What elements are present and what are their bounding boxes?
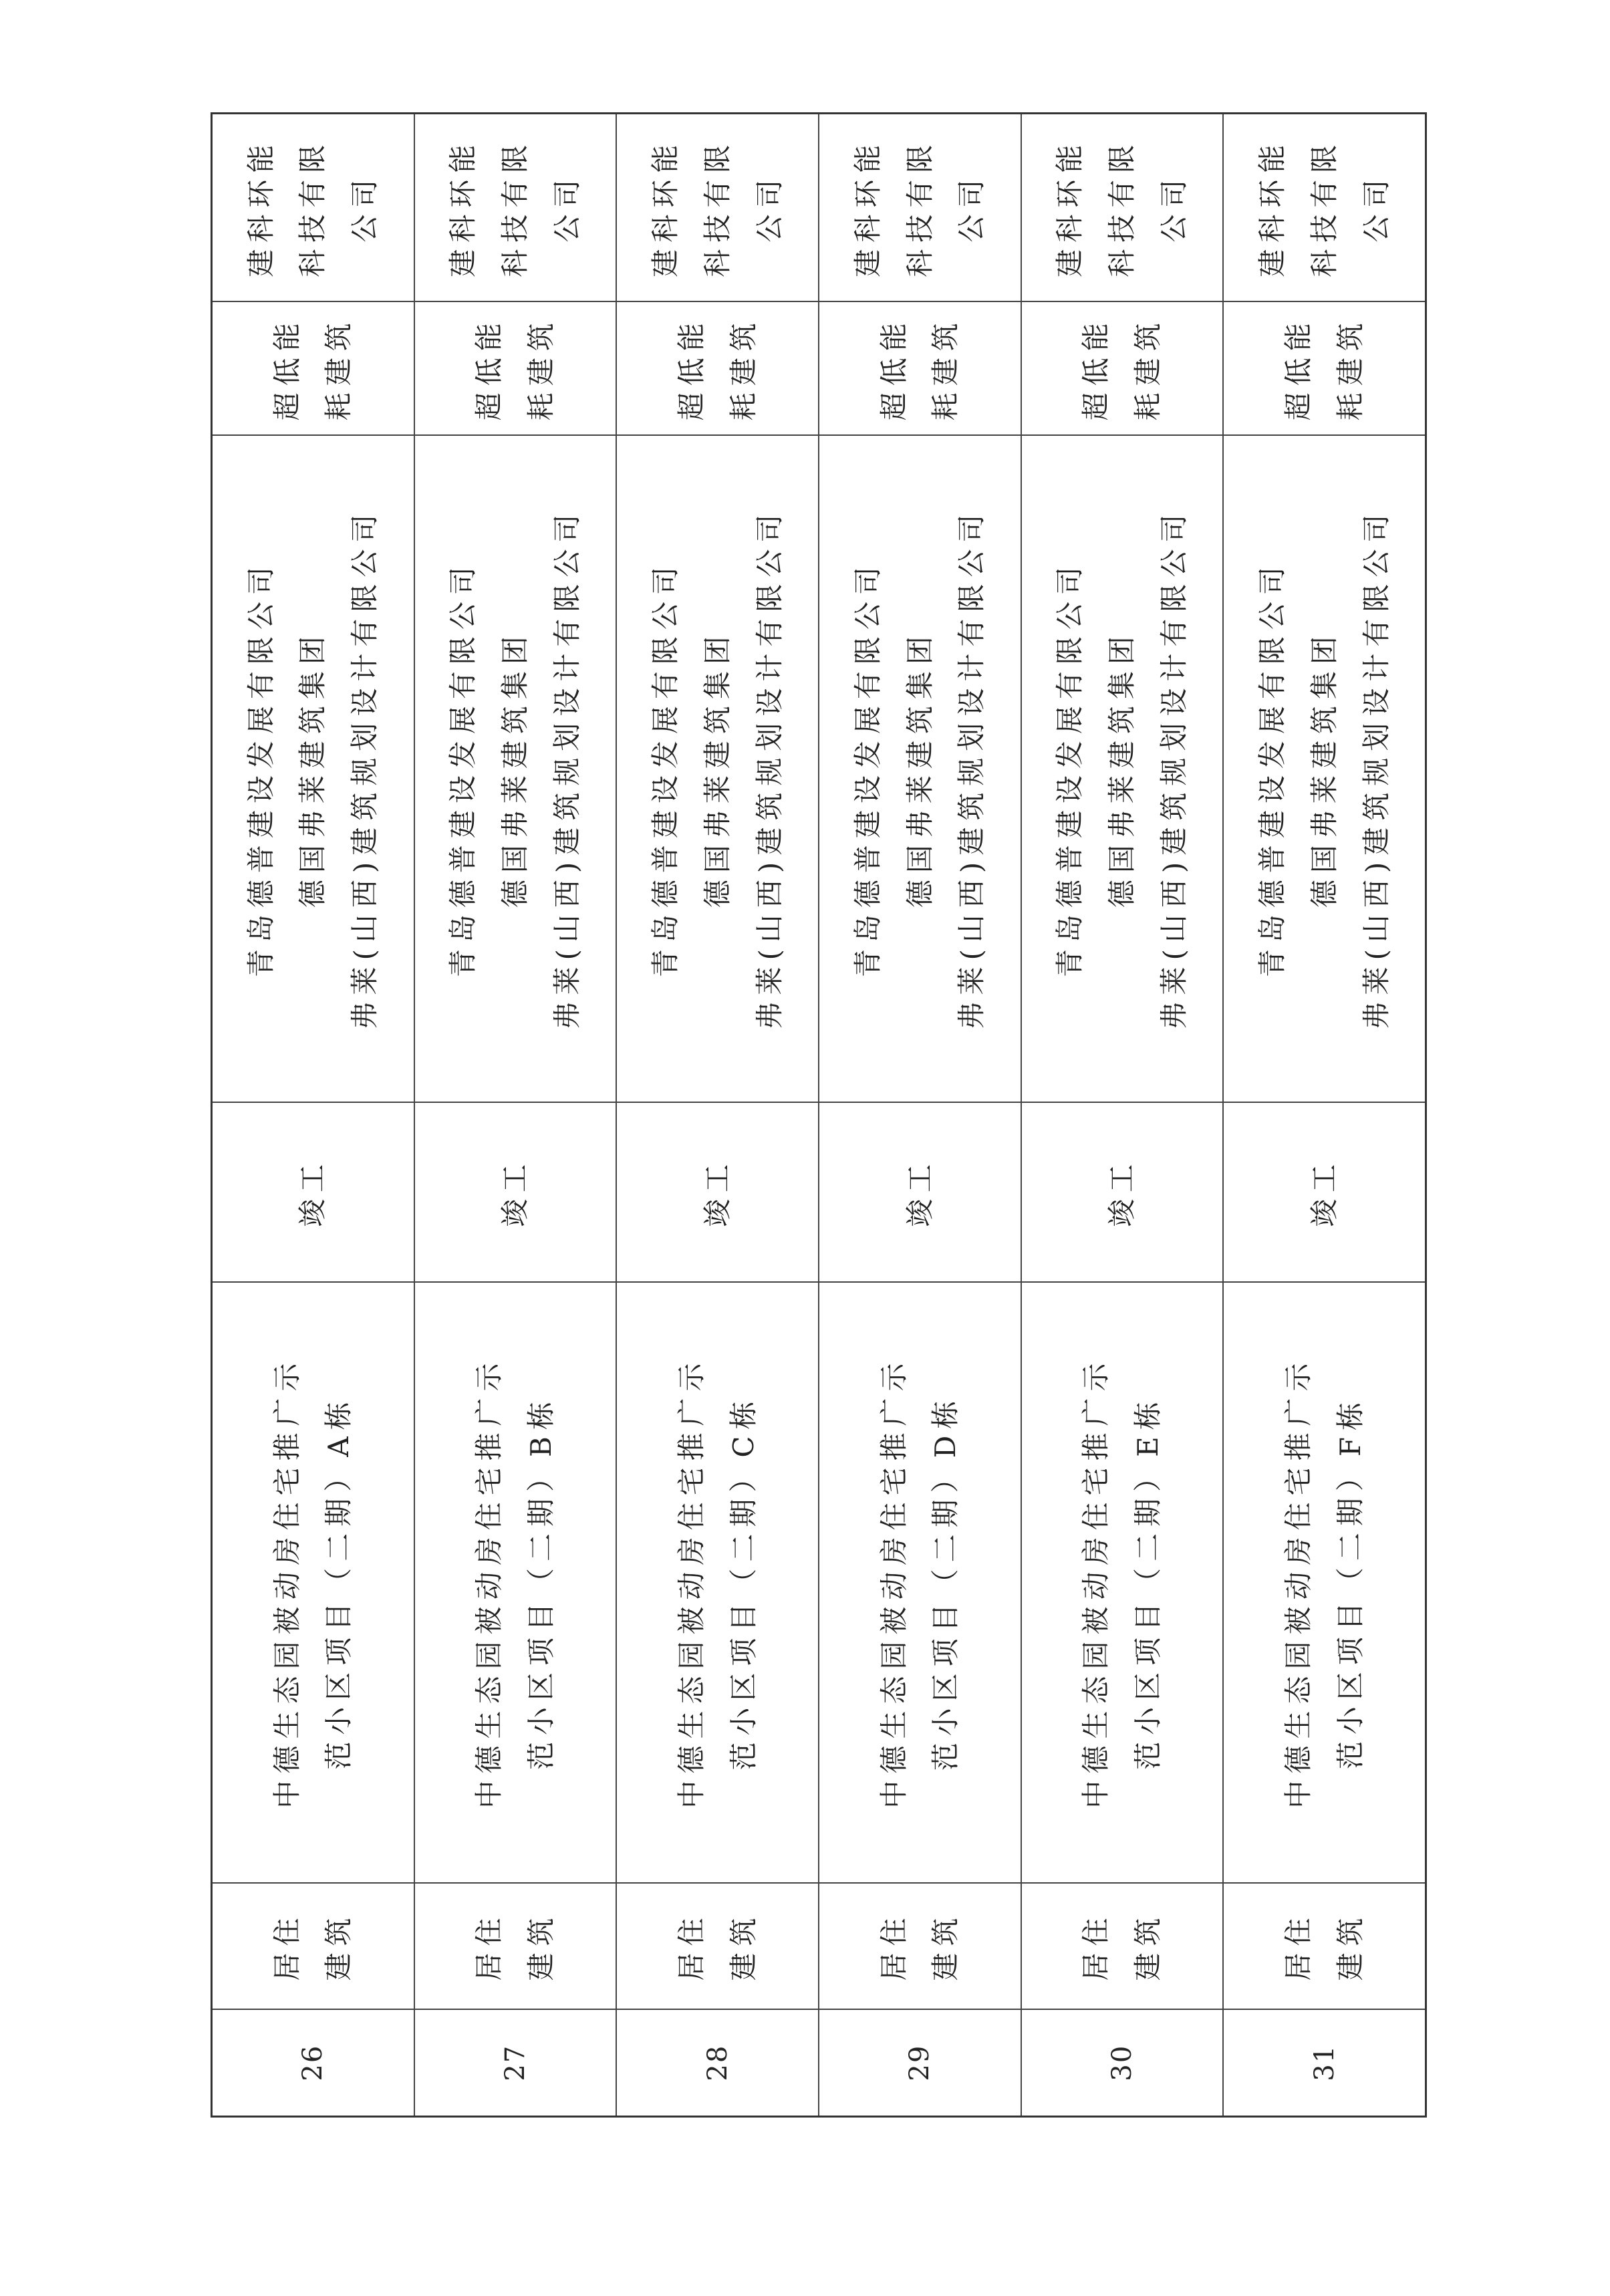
- category-line: 耗建筑: [1131, 316, 1165, 421]
- unit-line: 德国弗莱建筑集团: [1105, 630, 1139, 908]
- participating-units-cell: [1022, 434, 1223, 1102]
- category-line: 耗建筑: [1333, 316, 1367, 421]
- category-line: 超低能: [270, 316, 303, 421]
- unit-line: 德国弗莱建筑集团: [499, 630, 532, 908]
- unit-line: 德国弗莱建筑集团: [700, 630, 734, 908]
- project-name-line: 中德生态园被动房住宅推广示: [1282, 1356, 1315, 1809]
- category-line: 超低能: [1282, 316, 1315, 421]
- category-line: 耗建筑: [929, 316, 962, 421]
- building-type-line: 居住: [1079, 1911, 1113, 1981]
- project-table: [211, 112, 1427, 2118]
- table-row: [1022, 114, 1224, 2116]
- table-row: [617, 114, 819, 2116]
- building-type-cell: [1224, 1882, 1425, 2009]
- category-line: 超低能: [877, 316, 910, 421]
- unit-line: 青岛德普建设发展有限公司: [244, 560, 277, 978]
- building-type-line: 建筑: [525, 1911, 557, 1981]
- category-line: 超低能: [1079, 316, 1113, 421]
- building-type-line: 居住: [674, 1911, 708, 1981]
- building-type-line: 建筑: [929, 1911, 962, 1981]
- building-type-line: 建筑: [726, 1911, 760, 1981]
- evaluation-org-cell: 建科环能科技有限公司: [1256, 138, 1393, 277]
- category-line: 超低能: [674, 316, 708, 421]
- building-type-cell: [415, 1882, 616, 2009]
- category-cell: [1224, 301, 1425, 434]
- unit-line: 德国弗莱建筑集团: [1307, 630, 1341, 908]
- category-line: 超低能: [473, 316, 506, 421]
- unit-line: 弗莱(山西)建筑规划设计有限公司: [348, 507, 382, 1030]
- stage-cell: 竣工: [819, 1102, 1021, 1282]
- building-type-line: 居住: [473, 1911, 506, 1981]
- project-name-line: 中德生态园被动房住宅推广示: [674, 1356, 708, 1809]
- project-name-line: 范小区项目（二期）D栋: [929, 1394, 962, 1771]
- participating-units-cell: [617, 434, 818, 1102]
- stage-cell: 竣工: [1022, 1102, 1223, 1282]
- unit-line: 弗莱(山西)建筑规划设计有限公司: [753, 507, 786, 1030]
- category-cell: [213, 301, 414, 434]
- building-type-line: 居住: [270, 1911, 303, 1981]
- evaluation-org-cell: 建科环能科技有限公司: [244, 138, 382, 277]
- participating-units-cell: [819, 434, 1021, 1102]
- table-row: [415, 114, 618, 2116]
- project-name-line: 中德生态园被动房住宅推广示: [473, 1356, 506, 1809]
- stage-cell: 竣工: [1224, 1102, 1425, 1282]
- project-name-line: 范小区项目（二期）F栋: [1333, 1395, 1367, 1770]
- building-type-line: 建筑: [1131, 1911, 1165, 1981]
- row-number: 30: [1022, 2009, 1223, 2116]
- building-type-cell: [1022, 1882, 1223, 2009]
- evaluation-org-cell: 建科环能科技有限公司: [649, 138, 786, 277]
- stage-cell: 竣工: [415, 1102, 616, 1282]
- row-number: 27: [415, 2009, 616, 2116]
- project-name-cell: [415, 1282, 616, 1882]
- stage-cell: 竣工: [213, 1102, 414, 1282]
- building-type-cell: [617, 1882, 818, 2009]
- unit-line: 青岛德普建设发展有限公司: [649, 560, 682, 978]
- project-name-line: 中德生态园被动房住宅推广示: [877, 1356, 910, 1809]
- building-type-cell: [819, 1882, 1021, 2009]
- project-name-cell: [213, 1282, 414, 1882]
- unit-line: 德国弗莱建筑集团: [296, 630, 329, 908]
- project-name-cell: [1224, 1282, 1425, 1882]
- project-name-line: 中德生态园被动房住宅推广示: [1079, 1356, 1113, 1809]
- project-name-line: 范小区项目（二期）E栋: [1131, 1395, 1165, 1770]
- stage-cell: 竣工: [617, 1102, 818, 1282]
- row-number: 29: [819, 2009, 1021, 2116]
- building-type-line: 建筑: [1333, 1911, 1367, 1981]
- unit-line: 德国弗莱建筑集团: [903, 630, 936, 908]
- category-line: 耗建筑: [726, 316, 760, 421]
- unit-line: 青岛德普建设发展有限公司: [851, 560, 884, 978]
- unit-line: 弗莱(山西)建筑规划设计有限公司: [550, 507, 583, 1030]
- participating-units-cell: [1224, 434, 1425, 1102]
- unit-line: 弗莱(山西)建筑规划设计有限公司: [955, 507, 988, 1030]
- project-name-line: 中德生态园被动房住宅推广示: [270, 1356, 303, 1809]
- category-line: 耗建筑: [322, 316, 356, 421]
- project-name-line: 范小区项目（二期）C栋: [726, 1394, 760, 1771]
- participating-units-cell: [415, 434, 616, 1102]
- row-number: 26: [213, 2009, 414, 2116]
- project-name-cell: [819, 1282, 1021, 1882]
- project-name-line: 范小区项目（二期）B栋: [525, 1395, 557, 1770]
- category-cell: [415, 301, 616, 434]
- row-number: 31: [1224, 2009, 1425, 2116]
- table-row: [819, 114, 1022, 2116]
- unit-line: 弗莱(山西)建筑规划设计有限公司: [1157, 507, 1190, 1030]
- row-number: 28: [617, 2009, 818, 2116]
- unit-line: 青岛德普建设发展有限公司: [1256, 560, 1289, 978]
- participating-units-cell: [213, 434, 414, 1102]
- building-type-line: 居住: [877, 1911, 910, 1981]
- building-type-line: 建筑: [322, 1911, 356, 1981]
- category-cell: [819, 301, 1021, 434]
- category-cell: [1022, 301, 1223, 434]
- category-line: 耗建筑: [525, 316, 557, 421]
- project-name-cell: [617, 1282, 818, 1882]
- project-name-line: 范小区项目（二期）A栋: [322, 1395, 356, 1770]
- evaluation-org-cell: 建科环能科技有限公司: [851, 138, 988, 277]
- unit-line: 青岛德普建设发展有限公司: [446, 560, 480, 978]
- unit-line: 弗莱(山西)建筑规划设计有限公司: [1359, 507, 1393, 1030]
- category-cell: [617, 301, 818, 434]
- building-type-cell: [213, 1882, 414, 2009]
- building-type-line: 居住: [1282, 1911, 1315, 1981]
- evaluation-org-cell: 建科环能科技有限公司: [446, 138, 583, 277]
- evaluation-org-cell: 建科环能科技有限公司: [1053, 138, 1190, 277]
- unit-line: 青岛德普建设发展有限公司: [1053, 560, 1087, 978]
- table-row: [1224, 114, 1425, 2116]
- table-row: [213, 114, 415, 2116]
- project-name-cell: [1022, 1282, 1223, 1882]
- page-frame: [211, 112, 1427, 2118]
